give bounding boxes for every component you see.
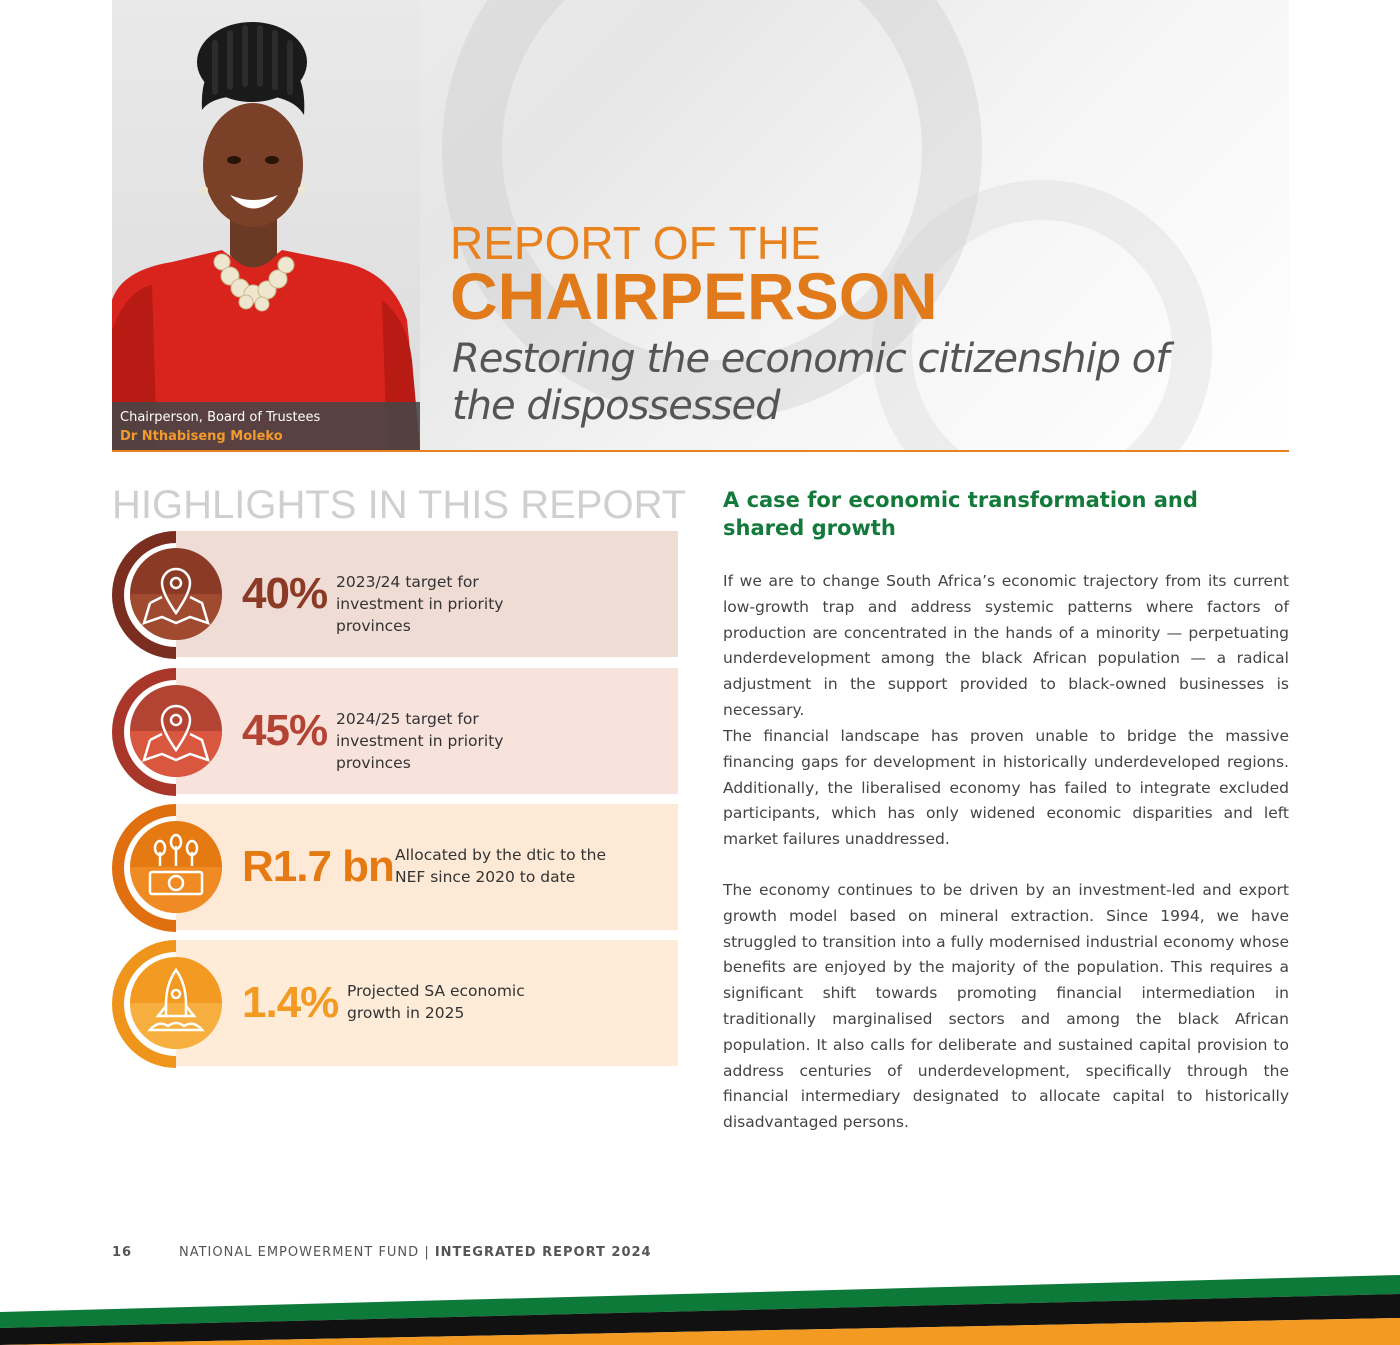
page-number: 16 <box>112 1245 133 1260</box>
article-heading: A case for economic transformation and shared growth <box>723 488 1198 540</box>
caption-name: Dr Nthabiseng Moleko <box>120 429 283 444</box>
highlight-item <box>112 531 678 657</box>
highlights-heading: HIGHLIGHTS IN THIS REPORT <box>112 483 687 527</box>
title-line-1: REPORT OF THE <box>450 217 821 269</box>
highlight-description: Allocated by the dtic to the NEF since 2020 to date <box>395 846 606 886</box>
highlight-item <box>112 668 678 794</box>
highlight-description: 2023/24 target for investment in priority provinces <box>336 573 504 635</box>
highlight-description: 2024/25 target for investment in priority provinces <box>336 710 504 772</box>
highlight-badge <box>112 940 240 1068</box>
footer-organization: NATIONAL EMPOWERMENT FUND <box>179 1245 420 1260</box>
footer-report-title: INTEGRATED REPORT 2024 <box>434 1245 652 1260</box>
article-paragraph: The economy continues to be driven by an investment-led and export growth model based on mineral extraction. Since 1994, we have struggled to transition into a fully modernised industrial economy whose benefits are enjoyed by the majority of the population. This requires a significant shift towards promoting financial intermediation in traditionally marginalised sectors and among the black African population. It also calls for deliberate and sustained capital provision to address centuries of underdevelopment, specifically through the financial intermediary designated to allocate capital to historically disadvantaged persons. <box>723 881 1289 1132</box>
highlight-badge <box>112 531 240 659</box>
highlight-value: R1.7 bn <box>242 842 394 891</box>
highlight-item <box>112 940 678 1066</box>
footer-stripes <box>0 1270 1400 1345</box>
hero-divider <box>112 450 1289 452</box>
chairperson-portrait <box>112 0 420 450</box>
highlight-value: 45% <box>242 706 328 755</box>
highlight-value: 40% <box>242 569 328 618</box>
highlight-item <box>112 804 678 930</box>
highlight-badge <box>112 668 240 796</box>
article-paragraph: The financial landscape has proven unable to bridge the massive financing gaps for development in historically underdeveloped regions. Additionally, the liberalised economy has failed to integrate excluded participants, which has only widened economic disparities and left market failures unaddressed. <box>723 727 1289 849</box>
caption-role: Chairperson, Board of Trustees <box>120 410 321 425</box>
portrait-caption <box>112 402 420 450</box>
footer-text <box>179 1245 652 1260</box>
page-subtitle: Restoring the economic citizenship of the dispossessed <box>452 336 1169 429</box>
title-line-2: CHAIRPERSON <box>450 259 938 333</box>
article-paragraph: If we are to change South Africa’s economic trajectory from its current low-growth trap and address systemic patterns where factors of production are concentrated in the hands of a minority — perpetuating underdevelopment among the black African population — a radical adjustment in the support provided to black-owned businesses is necessary. <box>723 572 1289 719</box>
highlight-description: Projected SA economic growth in 2025 <box>347 982 525 1022</box>
footer-separator: | <box>424 1245 430 1260</box>
highlight-value: 1.4% <box>242 978 339 1027</box>
highlight-badge <box>112 804 240 932</box>
